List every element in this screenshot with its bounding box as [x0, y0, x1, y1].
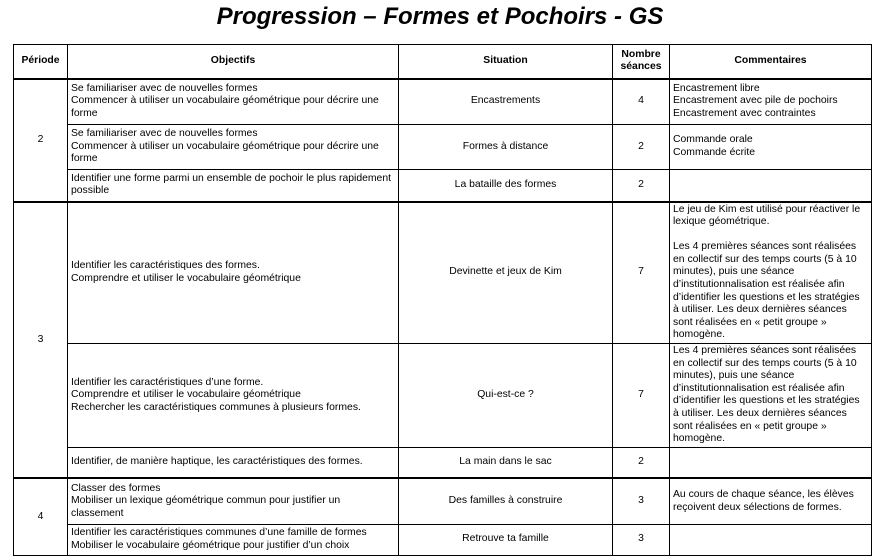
- objectif-line: Identifier les caractéristiques communes d’une famille de formes: [71, 527, 367, 539]
- seances-count-cell: 7: [613, 202, 670, 344]
- header-commentaires: Commentaires: [670, 45, 872, 79]
- objectif-line: Identifier, de manière haptique, les caractéristiques des formes.: [71, 456, 363, 468]
- seances-count-cell: 2: [613, 125, 670, 170]
- situation-cell: Encastrements: [399, 79, 613, 125]
- objectif-line: Identifier les caractéristiques des formes.: [71, 260, 260, 272]
- seances-count-cell: 2: [613, 447, 670, 478]
- commentaires-cell: [670, 447, 872, 478]
- table-body: [14, 79, 872, 556]
- commentaire-line: Les 4 premières séances sont réalisées en collectif sur des temps courts (5 à 10 minutes), puis une séance d’institutionnalisation est réalisée afin d’identifier les questions et les stratégies à utiliser. Les deux dernières séances sont réalisées en « petit groupe » homogène.: [673, 241, 860, 341]
- objectifs-cell: [68, 125, 399, 170]
- periode-cell: 4: [14, 478, 68, 555]
- objectif-line: Mobiliser un lexique géométrique commun pour justifier un classement: [71, 495, 341, 519]
- header-nombre-line1: Nombre: [621, 48, 661, 60]
- page-title: Progression – Formes et Pochoirs - GS: [216, 3, 664, 30]
- objectifs-cell: [68, 478, 399, 524]
- header-nombre-line2: séances: [620, 61, 662, 73]
- objectifs-cell: [68, 79, 399, 125]
- situation-cell: La bataille des formes: [399, 170, 613, 202]
- table-row: [14, 344, 872, 448]
- table-row: [14, 202, 872, 344]
- commentaire-line: Encastrement avec pile de pochoirs: [673, 95, 838, 107]
- header-nombre-seances: [613, 45, 670, 79]
- objectif-line: Rechercher les caractéristiques communes à plusieurs formes.: [71, 401, 361, 413]
- header-periode: Période: [14, 45, 68, 79]
- seances-count-cell: 2: [613, 170, 670, 202]
- objectif-line: Commencer à utiliser un vocabulaire géométrique pour décrire une forme: [71, 140, 379, 165]
- objectifs-cell: [68, 344, 399, 448]
- commentaire-line: [673, 229, 868, 242]
- table-row: [14, 524, 872, 555]
- situation-cell: Retrouve ta famille: [399, 524, 613, 555]
- table-row: [14, 478, 872, 524]
- header-situation: Situation: [399, 45, 613, 79]
- commentaires-cell: [670, 170, 872, 202]
- commentaires-cell: [670, 524, 872, 555]
- seances-count-cell: 7: [613, 344, 670, 448]
- table-row: [14, 447, 872, 478]
- objectif-line: Se familiariser avec de nouvelles formes: [71, 82, 258, 94]
- commentaire-line: Commande écrite: [673, 147, 756, 158]
- seances-count-cell: 3: [613, 478, 670, 524]
- commentaire-line: Encastrement avec contraintes: [673, 108, 816, 120]
- objectif-line: Comprendre et utiliser le vocabulaire géométrique: [71, 389, 301, 401]
- objectifs-cell: [68, 202, 399, 344]
- commentaires-cell: [670, 202, 872, 344]
- objectif-line: Se familiariser avec de nouvelles formes: [71, 128, 258, 140]
- objectif-line: Identifier les caractéristiques d’une forme.: [71, 376, 264, 388]
- progression-table: [13, 44, 872, 556]
- periode-cell: 3: [14, 202, 68, 479]
- objectif-line: Classer des formes: [71, 482, 161, 494]
- commentaires-cell: [670, 344, 872, 448]
- header-objectifs: Objectifs: [68, 45, 399, 79]
- objectif-line: Commencer à utiliser un vocabulaire géométrique pour décrire une forme: [71, 95, 379, 120]
- objectif-line: Identifier une forme parmi un ensemble de pochoir le plus rapidement possible: [71, 172, 391, 197]
- situation-cell: Formes à distance: [399, 125, 613, 170]
- objectifs-cell: [68, 447, 399, 478]
- seances-count-cell: 4: [613, 79, 670, 125]
- situation-cell: Devinette et jeux de Kim: [399, 202, 613, 344]
- objectif-line: Comprendre et utiliser le vocabulaire géométrique: [71, 272, 301, 284]
- commentaire-line: Encastrement libre: [673, 82, 760, 94]
- seances-count-cell: 3: [613, 524, 670, 555]
- commentaire-line: Au cours de chaque séance, les élèves reçoivent deux sélections de formes.: [673, 488, 854, 513]
- header-row: [14, 45, 872, 79]
- commentaire-line: Commande orale: [673, 134, 753, 146]
- commentaires-cell: [670, 79, 872, 125]
- commentaire-line: Les 4 premières séances sont réalisées en collectif sur des temps courts (5 à 10 minutes), puis une séance d’institutionnalisation est réalisée afin d’identifier les questions et les stratégies à utiliser. Les deux dernières séances sont réalisées en « petit groupe » homogène.: [673, 345, 860, 445]
- situation-cell: Qui-est-ce ?: [399, 344, 613, 448]
- commentaire-line: Le jeu de Kim est utilisé pour réactiver le lexique géométrique.: [673, 203, 861, 228]
- periode-cell: 2: [14, 79, 68, 202]
- objectifs-cell: [68, 524, 399, 555]
- commentaires-cell: [670, 478, 872, 524]
- objectif-line: Mobiliser le vocabulaire géométrique pour justifier d’un choix: [71, 539, 350, 551]
- situation-cell: La main dans le sac: [399, 447, 613, 478]
- table-row: [14, 170, 872, 202]
- table-row: [14, 125, 872, 170]
- objectifs-cell: [68, 170, 399, 202]
- commentaires-cell: [670, 125, 872, 170]
- table-row: [14, 79, 872, 125]
- situation-cell: Des familles à construire: [399, 478, 613, 524]
